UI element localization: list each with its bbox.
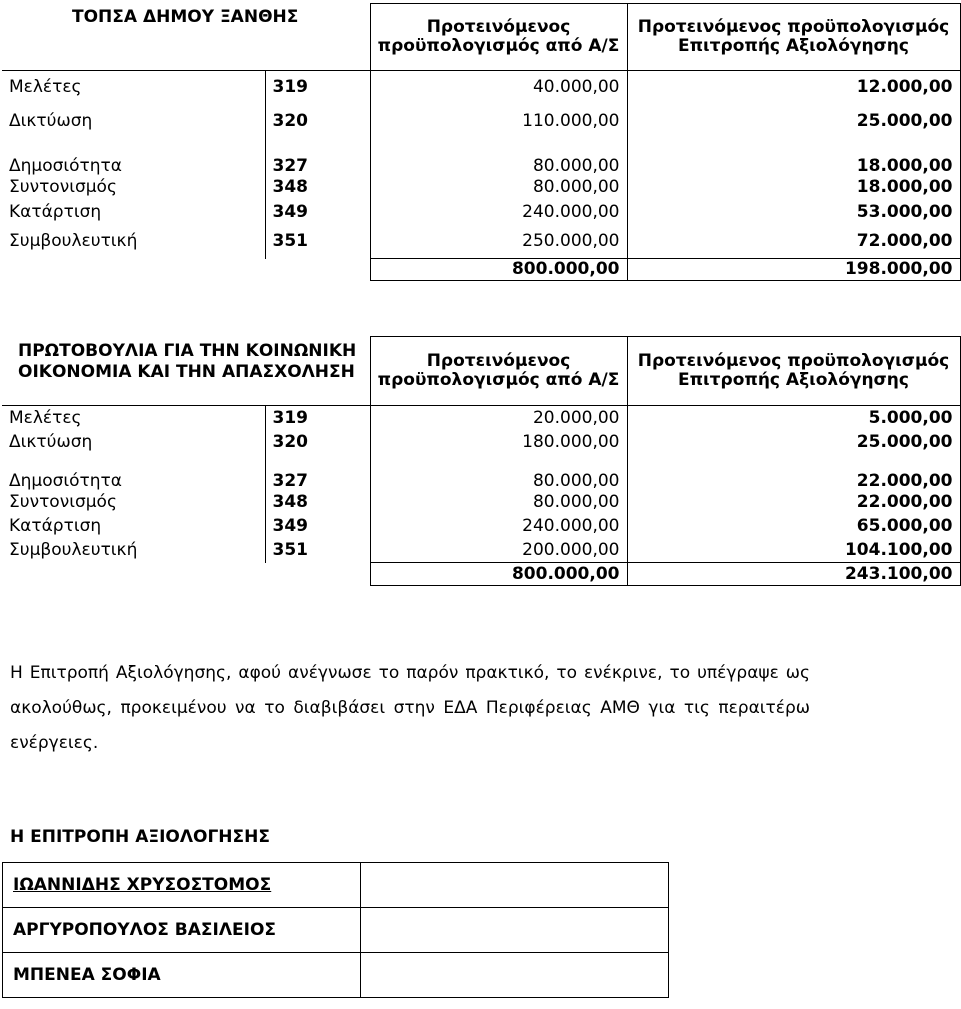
table-row	[2, 464, 960, 491]
table-total-row	[2, 259, 960, 281]
table-row	[2, 406, 960, 431]
member-name: ΑΡΓΥΡΟΠΟΥΛΟΣ ΒΑΣΙΛΕΙΟΣ	[13, 920, 277, 940]
signature-row	[3, 863, 669, 908]
signature-cell	[361, 863, 669, 908]
total-committee: 243.100,00	[627, 563, 960, 586]
row-name: Δημοσιότητα	[2, 464, 265, 491]
row-proposed: 240.000,00	[370, 200, 627, 225]
row-committee: 25.000,00	[627, 105, 960, 139]
row-name: Κατάρτιση	[2, 515, 265, 539]
table-total-row	[2, 563, 960, 586]
table-row	[2, 431, 960, 464]
table-row	[2, 225, 960, 259]
row-code: 349	[265, 515, 370, 539]
row-committee: 22.000,00	[627, 491, 960, 515]
signature-row	[3, 953, 669, 998]
table-row	[2, 200, 960, 225]
row-name: Δικτύωση	[2, 431, 265, 464]
row-proposed: 180.000,00	[370, 431, 627, 464]
row-proposed: 80.000,00	[370, 139, 627, 176]
signature-table	[2, 862, 669, 998]
row-code: 319	[265, 71, 370, 105]
row-code: 327	[265, 464, 370, 491]
table-row	[2, 176, 960, 200]
row-proposed: 80.000,00	[370, 176, 627, 200]
table-title: ΤΟΠΣΑ ΔΗΜΟΥ ΞΑΝΘΗΣ	[72, 6, 299, 27]
table-row	[2, 105, 960, 139]
approval-paragraph	[10, 656, 810, 761]
row-name: Συμβουλευτική	[2, 225, 265, 259]
row-code: 348	[265, 176, 370, 200]
row-code: 319	[265, 406, 370, 431]
row-proposed: 240.000,00	[370, 515, 627, 539]
row-committee: 104.100,00	[627, 539, 960, 563]
total-proposed: 800.000,00	[370, 259, 627, 281]
row-code: 320	[265, 105, 370, 139]
row-name: Μελέτες	[2, 71, 265, 105]
table-header-row	[2, 337, 960, 406]
row-committee: 53.000,00	[627, 200, 960, 225]
row-name: Κατάρτιση	[2, 200, 265, 225]
signature-cell	[361, 908, 669, 953]
row-code: 351	[265, 225, 370, 259]
table-title: ΠΡΩΤΟΒΟΥΛΙΑ ΓΙΑ ΤΗΝ ΚΟΙΝΩΝΙΚΗ ΟΙΚΟΝΟΜΙΑ ΚΑΙ ΤΗΝ ΑΠΑΣΧΟΛΗΣΗ	[2, 337, 370, 406]
row-committee: 72.000,00	[627, 225, 960, 259]
member-name: ΜΠΕΝΕΑ ΣΟΦΙΑ	[13, 965, 161, 985]
row-committee: 18.000,00	[627, 139, 960, 176]
row-committee: 12.000,00	[627, 71, 960, 105]
row-committee: 22.000,00	[627, 464, 960, 491]
row-committee: 65.000,00	[627, 515, 960, 539]
row-proposed: 80.000,00	[370, 491, 627, 515]
row-code: 349	[265, 200, 370, 225]
budget-table-topsa	[2, 3, 961, 281]
row-name: Συντονισμός	[2, 176, 265, 200]
table-row	[2, 71, 960, 105]
signature-cell	[361, 953, 669, 998]
row-name: Μελέτες	[2, 406, 265, 431]
row-committee: 5.000,00	[627, 406, 960, 431]
col-header-proposed: Προτεινόμενος προϋπολογισμός από Α/Σ	[370, 4, 627, 71]
total-proposed: 800.000,00	[370, 563, 627, 586]
row-proposed: 80.000,00	[370, 464, 627, 491]
row-proposed: 200.000,00	[370, 539, 627, 563]
table-row	[2, 491, 960, 515]
row-code: 320	[265, 431, 370, 464]
row-proposed: 40.000,00	[370, 71, 627, 105]
row-committee: 18.000,00	[627, 176, 960, 200]
col-header-committee: Προτεινόμενος προϋπολογισμός Επιτροπής Αξιολόγησης	[627, 4, 960, 71]
paragraph-line: ενέργειες.	[10, 733, 99, 753]
row-code: 348	[265, 491, 370, 515]
row-proposed: 110.000,00	[370, 105, 627, 139]
paragraph-line: ακολούθως, προκειμένου να το διαβιβάσει στην ΕΔΑ Περιφέρειας ΑΜΘ για τις περαιτέρω	[10, 698, 810, 718]
total-committee: 198.000,00	[627, 259, 960, 281]
budget-table-social-economy	[2, 336, 961, 586]
row-name: Συντονισμός	[2, 491, 265, 515]
row-proposed: 250.000,00	[370, 225, 627, 259]
table-header-row	[2, 4, 960, 71]
col-header-proposed: Προτεινόμενος προϋπολογισμός από Α/Σ	[370, 337, 627, 406]
row-committee: 25.000,00	[627, 431, 960, 464]
signature-row	[3, 908, 669, 953]
row-name: Συμβουλευτική	[2, 539, 265, 563]
table-row	[2, 539, 960, 563]
row-code: 327	[265, 139, 370, 176]
row-name: Δικτύωση	[2, 105, 265, 139]
table-row	[2, 139, 960, 176]
row-code: 351	[265, 539, 370, 563]
committee-heading: Η ΕΠΙΤΡΟΠΗ ΑΞΙΟΛΟΓΗΣΗΣ	[10, 827, 270, 847]
row-proposed: 20.000,00	[370, 406, 627, 431]
paragraph-line: Η Επιτροπή Αξιολόγησης, αφού ανέγνωσε το παρόν πρακτικό, το ενέκρινε, το υπέγραψε ως	[10, 663, 810, 683]
member-name: ΙΩΑΝΝΙΔΗΣ ΧΡΥΣΟΣΤΟΜΟΣ	[13, 875, 272, 895]
table-row	[2, 515, 960, 539]
col-header-committee: Προτεινόμενος προϋπολογισμός Επιτροπής Αξιολόγησης	[627, 337, 960, 406]
row-name: Δημοσιότητα	[2, 139, 265, 176]
